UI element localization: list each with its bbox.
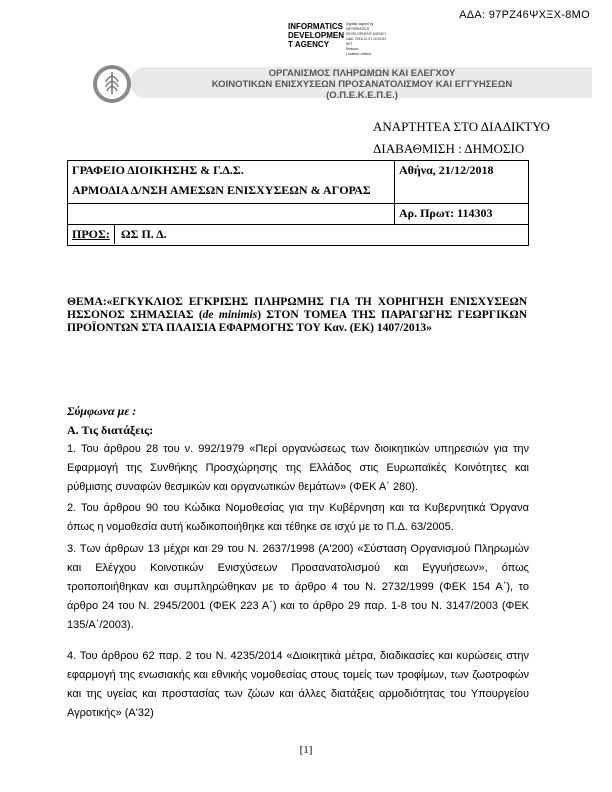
recipient-row xyxy=(68,225,529,246)
paragraph: 3. Των άρθρων 13 μέχρι και 29 του Ν. 2637/1998 (Α'200) «Σύσταση Οργανισμού Πληρωμών και Ελέγχου Κοινοτικών Ενισχύσεων Προσανατολισμού και Εγγυήσεων», όπως τροποποιήθηκαν και συμπληρώθηκαν με το άρθρο 4 του Ν. 2732/1999 (ΦΕΚ 154 Α΄), το άρθρο 24 του Ν. 2945/2001 (ΦΕΚ 223 Α΄) και το άρθρο 29 παρ. 1-8 του Ν. 3147/2003 (ΦΕΚ 135/Α΄/2003). xyxy=(67,543,529,631)
subject xyxy=(67,296,527,335)
paragraph: 1. Του άρθρου 28 του ν. 992/1979 «Περί οργανώσεως των διοικητικών υπηρεσιών για την Εφαρμογή της Συνθήκης Προσχώρησης της Ελλάδος στις Ευρωπαϊκές Κοινότητες και ρύθμισης συναφών θεσμικών και οργανωτικών θεμάτων» (ΦΕΚ Α΄ 280). xyxy=(67,443,529,493)
stamp-detail-line: EET xyxy=(346,42,353,46)
subject-italic: de minimis xyxy=(202,309,258,321)
header-table xyxy=(67,160,529,246)
to-label: ΠΡΟΣ: xyxy=(68,225,115,244)
stamp-line: T AGENCY xyxy=(288,40,330,49)
stamp-agency-name xyxy=(288,22,344,49)
stamp-detail-line: Reason: xyxy=(346,47,359,51)
digital-signature-stamp xyxy=(288,22,423,60)
stamp-line: DEVELOPMEN xyxy=(288,31,345,40)
protocol-cell xyxy=(395,204,529,225)
subject-text: ΘΕΜΑ:«ΕΓΚΥΚΛΙΟΣ ΕΓΚΡΙΣΗΣ ΠΛΗΡΩΜΗΣ ΓΙΑ ΤΗ ΧΟΡΗΓΗΣΗ ΕΝΙΣΧΥΣΕΩΝ ΗΣΣΟΝΟΣ ΣΗΜΑΣΙΑΣ ( xyxy=(67,296,527,321)
protocol-number: Αρ. Πρωτ: 114303 xyxy=(399,206,493,220)
to-value: ΩΣ Π. Δ. xyxy=(121,227,167,241)
office-cell xyxy=(68,161,395,204)
wheat-logo-icon xyxy=(92,64,132,104)
stamp-details xyxy=(346,22,426,57)
classification: ΔΙΑΒΑΘΜΙΣΗ : ΔΗΜΟΣΙΟ xyxy=(373,141,525,156)
document-date: Αθήνα, 21/12/2018 xyxy=(399,163,494,177)
organization-name-line: ΚΟΙΝΟΤΙΚΩΝ ΕΝΙΣΧΥΣΕΩΝ ΠΡΟΣΑΝΑΤΟΛΙΣΜΟΥ ΚΑΙ ΕΓΓΥΗΣΕΩΝ xyxy=(211,79,513,90)
date-cell xyxy=(395,161,529,204)
organization-logo xyxy=(92,64,132,104)
paragraph: 2. Του άρθρου 90 του Κώδικα Νομοθεσίας για την Κυβέρνηση και τα Κυβερνητικά Όργανα όπως η νομοθεσία αυτή κωδικοποιήθηκε και τέθηκε σε ισχύ με το Π.Δ. 63/2005. xyxy=(67,502,529,533)
ada-code: ΑΔΑ: 97ΡΖ46ΨΧΞΧ-8ΜΟ xyxy=(459,9,590,21)
organization-name-line: (Ο.Π.Ε.Κ.Ε.Π.Ε.) xyxy=(326,90,398,101)
stamp-detail-line: Date: 2018.12.21 15:19:51 xyxy=(346,37,387,41)
organization-name xyxy=(142,68,582,101)
stamp-detail-line: Location: Athens xyxy=(346,52,372,56)
according-to-heading: Σύμφωνα με : xyxy=(67,404,137,418)
stamp-detail-line: DEVELOPMENT AGENCY xyxy=(346,32,387,36)
paragraph: 4. Του άρθρου 62 παρ. 2 του Ν. 4235/2014 «Διοικητικά μέτρα, διαδικασίες και κυρώσεις στην εφαρμογή της ενωσιακής και εθνικής νομοθεσίας στους τομείς των τροφίμων, των ζωοτροφών και της υγείας και προστασίας των ζώων και άλλες διατάξεις αρμοδιότητας του Υπουργείου Αγροτικής» (Α'32) xyxy=(67,650,529,719)
page-number: [1] xyxy=(299,744,313,756)
stamp-detail-line: Digitally signed by xyxy=(346,22,374,26)
posting-note: ΑΝΑΡΤΗΤΕΑ ΣΤΟ ΔΙΑΔΙΚΤΥΟ xyxy=(373,119,550,134)
empty-cell xyxy=(68,204,395,225)
stamp-detail-line: INFORMATICS xyxy=(346,27,370,31)
stamp-line: INFORMATICS xyxy=(288,22,343,31)
organization-name-line: ΟΡΓΑΝΙΣΜΟΣ ΠΛΗΡΩΜΩΝ ΚΑΙ ΕΛΕΓΧΟΥ xyxy=(268,68,456,79)
directorate-name: ΑΡΜΟΔΙΑ Δ/ΝΣΗ ΑΜΕΣΩΝ ΕΝΙΣΧΥΣΕΩΝ & ΑΓΟΡΑΣ xyxy=(72,183,371,197)
office-name: ΓΡΑΦΕΙΟ ΔΙΟΙΚΗΣΗΣ & Γ.Δ.Σ. xyxy=(72,163,244,177)
subject-text: ) ΣΤΟΝ ΤΟΜΕΑ ΤΗΣ ΠΑΡΑΓΩΓΗΣ ΓΕΩΡΓΙΚΩΝ ΠΡΟΪΟΝΤΩΝ ΣΤΑ ΠΛΑΙΣΙΑ ΕΦΑΡΜΟΓΗΣ ΤΟΥ Καν. (ΕΚ) 1407/2013» xyxy=(67,309,527,334)
section-a-heading: Α. Τις διατάξεις: xyxy=(67,423,154,437)
